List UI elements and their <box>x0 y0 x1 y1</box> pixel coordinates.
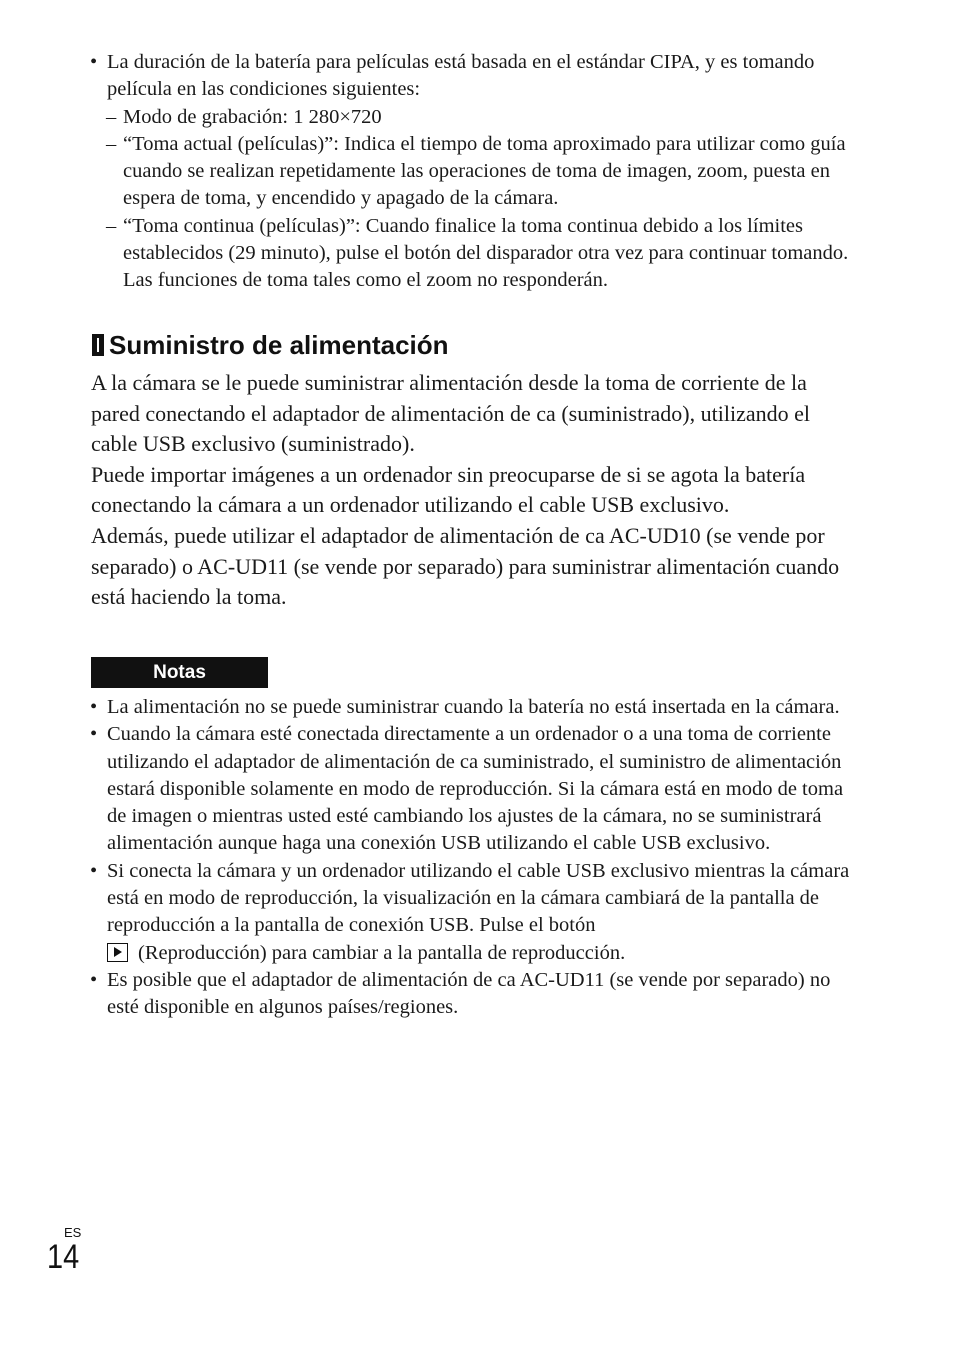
heading-marker-icon <box>92 334 104 356</box>
bullet-marker: • <box>90 723 98 746</box>
condition-text: Modo de grabación: 1 280×720 <box>123 105 382 128</box>
bullet-marker: • <box>90 859 98 882</box>
page-number: 14 <box>47 1238 80 1276</box>
condition-text: “Toma actual (películas)”: Indica el tiempo de toma aproximado para utilizar como guía cuando se realizan repetidamente las operaciones de toma de imagen, zoom, puesta en espera de toma, y encendido y apagado de la cámara. <box>123 132 846 210</box>
note-item <box>90 858 860 967</box>
notes-list <box>90 694 860 1022</box>
note-text: Cuando la cámara esté conectada directamente a un ordenador o a una toma de corriente utilizando el adaptador de alimentación de ca suministrado, el suministro de alimentación estará disponible solamente en modo de reproducción. Si la cámara está en modo de toma de imagen o mientras usted esté cambiando los ajustes de la cámara, no se suministrará alimentación aunque haga una conexión USB utilizando el cable USB exclusivo. <box>107 723 844 855</box>
notes-badge: Notas <box>91 657 268 688</box>
note-text: Si conecta la cámara y un ordenador utilizando el cable USB exclusivo mientras la cámara está en modo de reproducción, la visualización en la cámara cambiará de la pantalla de reproducción a la pantalla de conexión USB. Pulse el botón <box>107 859 850 937</box>
note-item <box>90 721 860 857</box>
dash-marker: – <box>106 105 117 128</box>
bullet-marker: • <box>90 51 98 73</box>
section-heading <box>92 328 449 362</box>
battery-notes <box>90 49 860 295</box>
note-text-continued: (Reproducción) para cambiar a la pantalla de reproducción. <box>138 941 626 964</box>
bullet-marker: • <box>90 696 98 718</box>
note-item <box>90 967 860 1022</box>
playback-icon <box>107 943 128 962</box>
body-paragraph: Además, puede utilizar el adaptador de alimentación de ca AC-UD10 (se vende por separado) o AC-UD11 (se vende por separado) para suministrar alimentación cuando está haciendo la toma. <box>91 522 840 610</box>
battery-intro-text: La duración de la batería para películas está basada en el estándar CIPA, y es tomando película en las condiciones siguientes: <box>107 51 815 101</box>
note-text: La alimentación no se puede suministrar cuando la batería no está insertada en la cámara. <box>107 696 840 718</box>
note-text: Es posible que el adaptador de alimentación de ca AC-UD11 (se vende por separado) no esté disponible en algunos países/regiones. <box>107 968 831 1019</box>
condition-text: “Toma continua (películas)”: Cuando finalice la toma continua debido a los límites establecidos (29 minuto), pulse el botón del disparador otra vez para continuar tomando. Las funciones de toma tales como el zoom no responderán. <box>123 214 849 292</box>
section-body <box>91 368 861 613</box>
dash-marker: – <box>106 214 117 237</box>
condition-item <box>90 104 860 131</box>
language-code: ES <box>64 1225 82 1240</box>
condition-item <box>90 213 860 295</box>
section-title: Suministro de alimentación <box>109 330 449 360</box>
battery-intro-item <box>90 49 860 104</box>
note-item <box>90 694 860 721</box>
body-paragraph: Puede importar imágenes a un ordenador sin preocuparse de si se agota la batería conectando la cámara a un ordenador utilizando el cable USB exclusivo. <box>91 461 806 518</box>
dash-marker: – <box>106 132 117 155</box>
body-paragraph: A la cámara se le puede suministrar alimentación desde la toma de corriente de la pared conectando el adaptador de alimentación de ca (suministrado), utilizando el cable USB exclusivo (suministrado). <box>91 370 810 457</box>
condition-item <box>90 131 860 213</box>
bullet-marker: • <box>90 968 98 991</box>
